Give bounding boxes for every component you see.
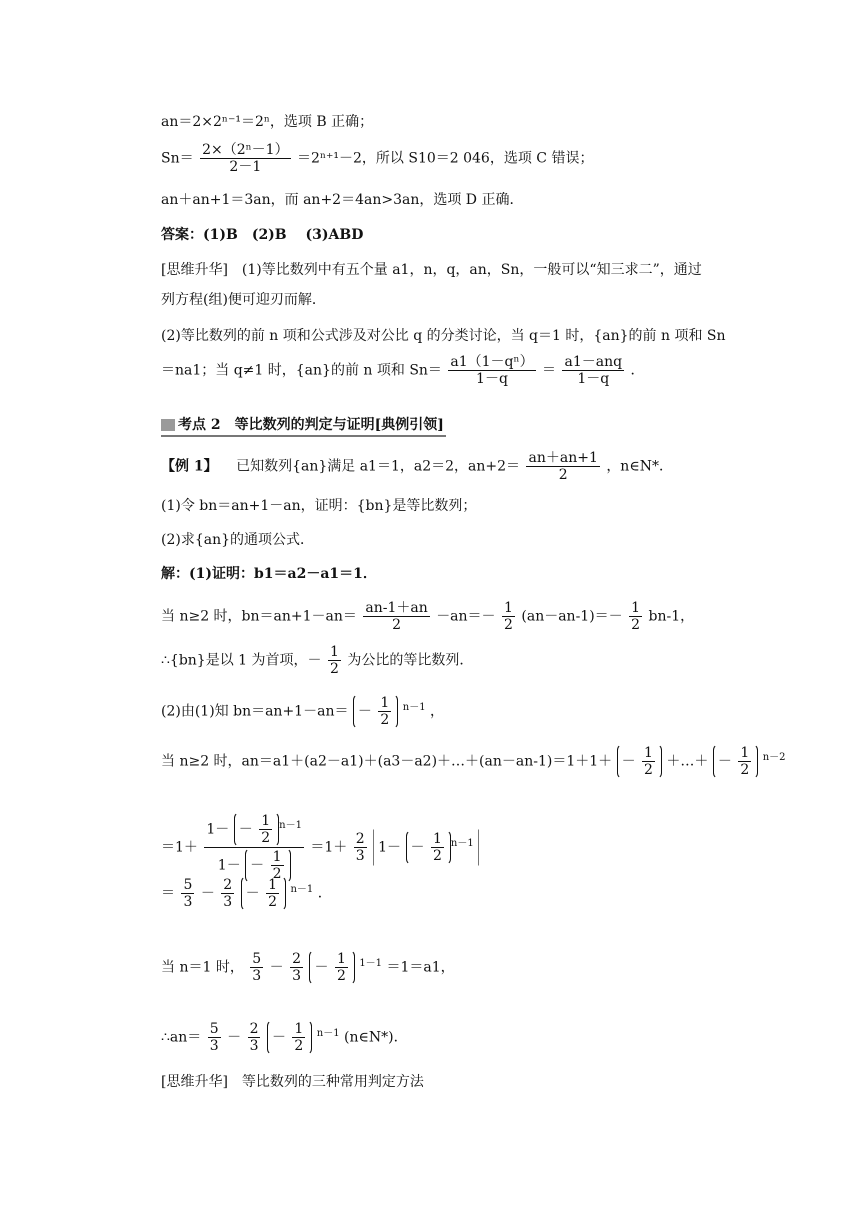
formula-line	[161, 950, 455, 985]
denominator: 3	[223, 894, 233, 910]
denominator: 3	[249, 1038, 259, 1054]
fraction	[221, 877, 234, 910]
text: －	[200, 885, 215, 902]
fraction	[208, 1021, 221, 1054]
text: －	[410, 839, 425, 856]
exponent: n－1	[290, 883, 314, 895]
denominator: 1－q	[577, 371, 610, 387]
fraction	[248, 1021, 261, 1054]
denominator: 3	[209, 1038, 219, 1054]
denominator: 2－1	[229, 159, 262, 175]
heading-underline	[161, 435, 446, 437]
fraction	[266, 877, 279, 910]
text: －	[245, 885, 260, 902]
answer-line: 答案：(1)B (2)B (3)ABD	[161, 227, 364, 243]
denominator: 3	[252, 968, 262, 984]
text: －an＝－	[436, 608, 496, 625]
fraction	[292, 1021, 305, 1054]
formula-line	[161, 644, 473, 677]
bracket	[406, 830, 451, 865]
example-label: 【例 1】	[161, 458, 218, 475]
example-line	[161, 450, 673, 483]
fraction	[259, 813, 272, 846]
fraction	[526, 450, 599, 483]
text: bn-1，	[648, 608, 695, 625]
bracket	[267, 1020, 312, 1055]
denominator: 2	[380, 712, 390, 728]
numerator: 2	[223, 877, 233, 893]
formula-line	[161, 600, 694, 633]
bracket	[309, 950, 354, 985]
fraction	[354, 831, 367, 864]
text: 当 n≥2 时，bn＝an+1－an＝	[161, 608, 357, 625]
text: (an－an-1)＝－	[521, 608, 623, 625]
numerator: 1	[329, 644, 339, 660]
section-title: 考点 2 等比数列的判定与证明[典例引领]	[178, 417, 444, 433]
text: ＝1＋	[161, 839, 198, 856]
text: ＝2ⁿ⁺¹－2，所以 S10＝2 046，选项 C 错误；	[297, 150, 594, 167]
section-heading	[161, 414, 444, 434]
denominator: 2	[261, 830, 271, 846]
text: ，n∈N*．	[606, 458, 673, 475]
denominator: 2	[294, 1038, 304, 1054]
numerator: 1	[294, 1021, 304, 1037]
numerator: 2	[355, 831, 365, 847]
numerator: 5	[183, 877, 193, 893]
text: 当 n＝1 时，	[161, 959, 244, 976]
fraction	[642, 745, 655, 778]
text: ∴{bn}是以 1 为首项，－	[161, 652, 322, 669]
numerator: 1	[272, 849, 282, 865]
denominator: 2	[329, 661, 339, 677]
formula-line	[161, 354, 645, 387]
fraction	[448, 354, 535, 387]
text-line: (1)令 bn＝an+1－an，证明：{bn}是等比数列；	[161, 498, 477, 514]
numerator: an＋an+1	[528, 450, 598, 466]
text: ＝	[161, 885, 175, 902]
text: ＝	[542, 362, 557, 379]
text: 1－	[217, 857, 241, 874]
numerator: 1	[268, 877, 278, 893]
text-line: (2)求{an}的通项公式．	[161, 532, 315, 548]
exponent: n－1	[402, 701, 426, 713]
bracket	[241, 876, 286, 911]
fraction	[204, 812, 304, 883]
numerator	[204, 812, 304, 848]
text: －	[271, 1029, 286, 1046]
fraction	[250, 951, 263, 984]
text-line: [思维升华] 等比数列的三种常用判定方法	[161, 1074, 424, 1090]
denominator: 2	[504, 617, 513, 633]
numerator: 5	[252, 951, 262, 967]
numerator: 1	[644, 745, 653, 761]
fraction	[431, 831, 444, 864]
text: 已知数列{an}满足 a1＝1，a2＝2，an+2＝	[222, 458, 521, 475]
text: ＝1＋	[310, 839, 348, 856]
numerator: 1	[380, 695, 390, 711]
text: －	[717, 753, 732, 770]
text: 当 n≥2 时，an＝a1＋(a2－a1)＋(a3－a2)＋…＋(an－an-1)＝1＋1＋	[161, 753, 613, 770]
section-marker-icon	[161, 419, 175, 431]
fraction	[200, 142, 291, 175]
formula-line	[161, 812, 479, 883]
exponent: 1－1	[359, 957, 383, 969]
bracket	[713, 744, 758, 779]
text-line: (2)等比数列的前 n 项和公式涉及对公比 q 的分类讨论，当 q＝1 时，{an}的前 n 项和 Sn	[161, 328, 726, 344]
numerator: 2	[292, 951, 302, 967]
text: Sn＝	[161, 150, 194, 167]
numerator: 1	[504, 600, 513, 616]
numerator: a1－anq	[564, 354, 623, 370]
fraction	[562, 354, 624, 387]
fraction	[290, 951, 303, 984]
denominator: 2	[336, 968, 346, 984]
fraction	[738, 745, 751, 778]
denominator: 3	[355, 848, 365, 864]
denominator: 2	[558, 467, 568, 483]
text: －	[250, 857, 265, 874]
text: ＋…＋	[666, 753, 709, 770]
text: ．	[317, 885, 332, 902]
denominator: 2	[272, 866, 282, 882]
numerator: an-1＋an	[365, 600, 428, 616]
denominator: 2	[740, 762, 750, 778]
denominator: 2	[644, 762, 653, 778]
formula-line	[161, 744, 786, 779]
numerator: 5	[209, 1021, 219, 1037]
fraction	[629, 600, 642, 633]
text: －	[238, 821, 253, 838]
formula-line	[161, 694, 444, 729]
formula-line	[161, 876, 332, 911]
text: －	[227, 1029, 242, 1046]
square-bracket	[373, 829, 479, 866]
exponent: n－1	[450, 837, 474, 849]
fraction	[502, 600, 515, 633]
exponent: n－2	[762, 751, 786, 763]
numerator: 1	[261, 813, 271, 829]
denominator: 2	[432, 848, 442, 864]
bracket	[353, 694, 398, 729]
text: ＝na1；当 q≠1 时，{an}的前 n 项和 Sn＝	[161, 362, 442, 379]
numerator: 1	[740, 745, 750, 761]
denominator: 3	[183, 894, 193, 910]
text-line: [思维升华] (1)等比数列中有五个量 a1，n，q，an，Sn，一般可以“知三求二”，通过	[161, 262, 702, 278]
numerator: 2	[249, 1021, 259, 1037]
text-line: 列方程(组)便可迎刃而解．	[161, 292, 326, 308]
text: ＝1＝a1，	[386, 959, 455, 976]
text-line: an＝2×2ⁿ⁻¹＝2ⁿ，选项 B 正确；	[161, 114, 374, 130]
formula-line	[161, 142, 593, 175]
text: 为公比的等比数列．	[347, 652, 474, 669]
numerator: a1（1－qⁿ）	[450, 354, 534, 370]
solution-line: 解：(1)证明：b1＝a2－a1＝1．	[161, 566, 377, 582]
denominator: 2	[392, 617, 401, 633]
numerator: 1	[336, 951, 346, 967]
denominator: 3	[292, 968, 302, 984]
exponent: n－1	[279, 819, 302, 831]
text-line: an＋an+1＝3an，而 an+2＝4an>3an，选项 D 正确．	[161, 192, 524, 208]
numerator: 1	[432, 831, 442, 847]
fraction	[335, 951, 348, 984]
denominator: 2	[631, 617, 641, 633]
text: －	[314, 959, 329, 976]
text: －	[621, 753, 636, 770]
fraction	[328, 644, 341, 677]
fraction	[363, 600, 429, 633]
numerator: 1	[631, 600, 641, 616]
bracket	[234, 812, 279, 847]
denominator: 1－q	[476, 371, 508, 387]
formula-line	[161, 1020, 408, 1055]
text: －	[357, 703, 372, 720]
exponent: n－1	[316, 1027, 340, 1039]
fraction	[378, 695, 391, 728]
text: (n∈N*)．	[344, 1029, 408, 1046]
text: ∴an＝	[161, 1029, 202, 1046]
text: ．	[630, 362, 645, 379]
bracket	[617, 744, 662, 779]
text: 1－	[206, 821, 230, 838]
text: 1－	[378, 839, 402, 856]
fraction	[181, 877, 194, 910]
text: －	[269, 959, 284, 976]
text: (2)由(1)知 bn＝an+1－an＝	[161, 703, 349, 720]
denominator: 2	[268, 894, 278, 910]
text: ，	[430, 703, 445, 720]
numerator: 2×（2ⁿ－1）	[202, 142, 289, 158]
